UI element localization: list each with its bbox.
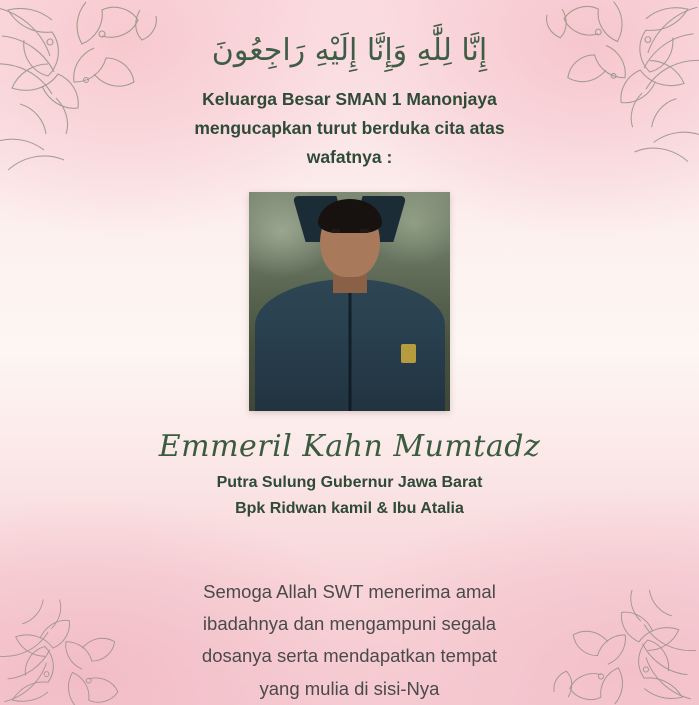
photo-image xyxy=(249,192,450,412)
photo-person-jacket xyxy=(255,279,445,411)
subtitle-line-1: Putra Sulung Gubernur Jawa Barat xyxy=(216,474,483,492)
prayer-text xyxy=(202,576,497,705)
headline-line-1: Keluarga Besar SMAN 1 Manonjaya xyxy=(202,89,497,109)
headline-block xyxy=(194,85,504,172)
headline-line-2: mengucapkan turut berduka cita atas xyxy=(194,117,505,138)
deceased-name: Emmeril Kahn Mumtadz xyxy=(158,429,541,465)
photo-person-eye-left xyxy=(331,229,340,233)
prayer-line-4: yang mulia di sisi-Nya xyxy=(259,677,440,699)
arabic-inna-lillahi-text: إِنَّا لِلَّٰهِ وَإِنَّا إِلَيْهِ رَاجِعُونَ xyxy=(211,33,488,68)
photo-person-eye-right xyxy=(360,229,369,233)
deceased-subtitle xyxy=(217,470,483,521)
prayer-line-3: dosanya serta mendapatkan tempat xyxy=(201,645,498,667)
portrait-photo xyxy=(249,192,450,412)
headline-line-3: wafatnya : xyxy=(306,146,393,167)
photo-person-badge xyxy=(401,344,416,363)
prayer-line-1: Semoga Allah SWT menerima amal xyxy=(203,580,496,602)
prayer-line-2: ibadahnya dan mengampuni segala xyxy=(202,612,497,634)
subtitle-line-2: Bpk Ridwan kamil & Ibu Atalia xyxy=(235,499,464,517)
